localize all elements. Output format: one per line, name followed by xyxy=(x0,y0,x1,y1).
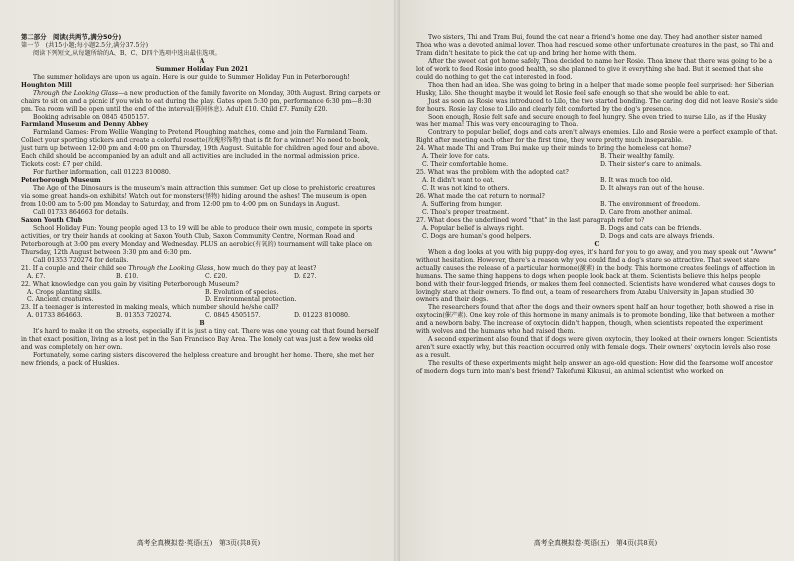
option: C. Thoa's proper treatment. xyxy=(422,208,510,216)
passage-paragraph: A second experiment also found that if dogs were given oxytocin, they looked at their owners longer. Scientists aren't sure exactly why, but this reaction occurred only with female dogs. Their owners' oxytocin levels also rose as a result. xyxy=(416,336,778,360)
passage-paragraph: Fortunately, some caring sisters discovered the helpless creature and brought her home. There, she met her new friends, a pack of Huskies. xyxy=(21,352,375,368)
passage-paragraph: When a dog looks at you with big puppy-dog eyes, it's hard for you to go away, and you may speak out "Awww" without hesitation. However, there's a reason why you could find a dog's stare so attractive. That sweet stare actually causes the release of a particular hormone(激素) in the body. This hormone creates feelings of affection in humans. The same thing happens to dogs when people look back at them. Scientists believe this helps people bond with their four-legged friends, or makes them feel connected. Scientists have wondered what causes dogs to lovingly stare at their owners. To find out, a team of researchers from Azabu University in Japan studied 30 owners and their dogs. xyxy=(416,248,777,304)
question-stem-text: 21. If a couple and their child see xyxy=(21,264,129,272)
option: B. It was much too old. xyxy=(600,177,673,185)
passage-paragraph: After the sweet cat got home safely, Thoa decided to name her Rosie. Thoa knew that there was going to be a lot of work to feed Rosie into good health, so she planned to give it everything she had. But it seemed that she could do nothing to get the cat interested in food. xyxy=(416,57,773,81)
venue-contact: For further information, call 01223 810080. xyxy=(33,169,171,177)
option: A. Their love for cats. xyxy=(422,153,490,161)
venue-body: School Holiday Fun: Young people aged 13 to 19 will be able to produce their own music, compete in sports activities, or try their hands at cooking at Saxon Youth Club, Saxon Community Centre, Norman Road and Peterborough at 3:00 pm every Monday and Wednesday. PLUS an aerobic(有氧的) tournament will take place on Thursday, 12th August between 3:30 pm and 6:30 pm. xyxy=(21,224,373,256)
question-options xyxy=(21,273,383,281)
option: D. Care from another animal. xyxy=(600,208,693,216)
venue-body: The Age of the Dinosaurs is the museum's main attraction this summer. Get up close to prehistoric creatures via some great hands-on exhibits! Watch out for monsters(怪物) hiding around the ashes! The museum is open from 10:00 am to 5:00 pm Monday to Saturday, and from 12:00 pm to 4:00 pm on Sundays in August. xyxy=(21,185,376,209)
passage-a-intro: The summer holidays are upon us again. Here is our guide to Summer Holiday Fun in Peterborough! xyxy=(33,73,350,81)
option: C. Their comfortable home. xyxy=(422,161,509,169)
instruction: 阅读下列短文,从每题所给的A、B、C、D四个选项中选出最佳选项。 xyxy=(33,49,221,57)
venue-name: Saxon Youth Club xyxy=(21,216,83,224)
play-title: Through the Looking Glass xyxy=(33,89,118,97)
option: C. £20. xyxy=(205,272,228,280)
page-footer: 高考全真模拟卷·英语(五) 第4页(共8页) xyxy=(533,539,658,547)
option: A. It didn't want to eat. xyxy=(422,177,495,185)
option: B. 01353 720274. xyxy=(116,312,172,320)
option: D. It always ran out of the house. xyxy=(600,185,705,193)
option: A. Popular belief is always right. xyxy=(422,224,524,232)
question-options xyxy=(416,201,778,217)
section-title: 第二部分 阅读(共两节,满分50分) xyxy=(21,33,122,41)
passage-a-letter: A xyxy=(199,57,205,65)
passage-b-letter: B xyxy=(199,320,205,328)
passage-paragraph: Contrary to popular belief, dogs and cats aren't always enemies. Lilo and Rosie were a perfect example of that. Right after meeting each other for the first time, they were pretty much inseparable. xyxy=(416,129,778,145)
question-stem: 25. What was the problem with the adopted cat? xyxy=(416,169,569,177)
option: C. 0845 4505157. xyxy=(205,312,261,320)
passage-paragraph: It's hard to make it on the streets, especially if it is just a tiny cat. There was one young cat that found herself in that exact position, living as a lost pet in the San Francisco Bay Area. The lonely cat was just a few weeks old and was completely on her own. xyxy=(21,328,379,352)
venue-name: Peterborough Museum xyxy=(21,177,101,185)
option: C. Ancient creatures. xyxy=(27,296,94,304)
passage-paragraph: The researchers found that after the dogs and their owners spent half an hour together, both showed a rise in oxytocin(催产素). One key role of this hormone in many animals is to promote bonding, like that between a mother and a newborn baby. The increase of oxytocin didn't happen, though, when scientists repeated the experiment with wolves and the humans who had raised them. xyxy=(416,304,775,336)
option: B. Their wealthy family. xyxy=(600,153,675,161)
play-title: Through the Looking Glass xyxy=(128,264,214,272)
option: B. Dogs and cats can be friends. xyxy=(600,224,702,232)
question-stem: 27. What does the underlined word "that" in the last paragraph refer to? xyxy=(416,216,645,224)
question-stem xyxy=(21,265,383,273)
question-stem: 26. What made the cat return to normal? xyxy=(416,193,545,201)
option: A. £7. xyxy=(27,272,46,280)
option: B. The environment of freedom. xyxy=(600,201,701,209)
passage-paragraph: Just as soon as Rosie was introduced to Lilo, the two started bonding. The caring dog did not leave Rosie's side for hours. Rosie lay close to Lilo and clearly felt comforted by the dog's presence. xyxy=(416,97,778,113)
option: A. Suffering from hunger. xyxy=(422,201,503,209)
question-stem: 22. What knowledge can you gain by visiting Peterborough Museum? xyxy=(21,280,239,288)
option: D. Environmental protection. xyxy=(205,296,297,304)
right-page xyxy=(397,0,794,561)
left-column xyxy=(21,34,383,368)
right-column xyxy=(416,34,778,376)
option: A. Crops planting skills. xyxy=(27,288,102,296)
venue-description xyxy=(21,90,383,114)
question-stem: 23. If a teenager is interested in making meals, which number should he/she call? xyxy=(21,304,279,312)
passage-paragraph: The results of these experiments might help answer an age-old question: How did the fearsome wolf ancestor of modern dogs turn into man's best friend? Takefumi Kikusui, an animal scientist who worked on xyxy=(416,360,773,376)
question-stem-text: , how much do they pay at least? xyxy=(213,264,317,272)
venue-body: Farmland Games: From Wellie Wanging to Pretend Ploughing matches, come and join the Farmland Team. Collect your sporting stickers and create a colorful rosette(玫瑰形饰物) that is fit for a winner! No need to book, just turn up between 12:00 pm and 4:00 pm on Thursday, 19th August. Suitable for children aged four and above. Each child should be accompanied by an adult and all activities are included in the normal admission price. Tickets cost: £7 per child. xyxy=(21,129,379,169)
venue-name: Houghton Mill xyxy=(21,81,72,89)
option: D. Dogs and cats are always friends. xyxy=(600,232,715,240)
passage-c-letter: C xyxy=(594,240,600,248)
option: B. £10. xyxy=(116,272,139,280)
passage-paragraph: Soon enough, Rosie felt safe and secure enough to feel hungry. She even tried to nurse Lilo, as if the Husky was her mama! This was very encouraging to Thoa. xyxy=(416,113,767,129)
page-footer: 高考全真模拟卷·英语(五) 第3页(共8页) xyxy=(136,539,261,547)
option: A. 01733 864663. xyxy=(27,312,83,320)
question-options xyxy=(21,289,383,305)
question-options xyxy=(416,177,778,193)
option: B. Evolution of species. xyxy=(205,288,279,296)
option: C. It was not kind to others. xyxy=(422,185,510,193)
option: D. 01223 810080. xyxy=(294,312,350,320)
venue-contact: Call 01353 720274 for details. xyxy=(33,256,129,264)
passage-paragraph: Thoa then had an idea. She was going to bring in a helper that made some people feel surprised: her Siberian Husky, Lilo. She thought maybe it would let Rosie feel safe enough so that she would be able to eat. xyxy=(416,81,774,97)
option: D. Their sister's care to animals. xyxy=(600,161,702,169)
option: D. £27. xyxy=(294,272,317,280)
venue-body: —a new production of the family favorite on Monday, 30th August. Bring carpets or chairs to sit on and a picnic if you wish to eat during the play. Gates open 5:30 pm, performance 6:30 pm—8:30 pm. Tea room will be open until the end of the interval(幕间休息). Adult £10. Child £7. Family £20. xyxy=(21,89,381,113)
question-stem: 24. What made Thi and Tram Bui make up their minds to bring the homeless cat home? xyxy=(416,145,692,153)
passage-paragraph: Two sisters, Thi and Tram Bui, found the cat near a friend's home one day. They had another sister named Thoa who was a devoted animal lover. Thoa had rescued some other unfortunate creatures in the past, so Thi and Tram didn't hesitate to pick the cat up and bring her home with them. xyxy=(416,34,774,57)
page-fold-shadow xyxy=(394,0,400,561)
venue-name: Farmland Museum and Denny Abbey xyxy=(21,121,149,129)
passage-a-title: Summer Holiday Fun 2021 xyxy=(155,65,249,73)
venue-contact: Booking advisable on 0845 4505157. xyxy=(33,113,150,121)
part-title: 第一节 (共15小题;每小题2.5分,满分37.5分) xyxy=(21,41,148,49)
question-options xyxy=(416,153,778,169)
venue-contact: Call 01733 864663 for details. xyxy=(33,208,129,216)
question-options xyxy=(416,225,778,241)
option: C. Dogs are human's good helpers. xyxy=(422,232,532,240)
question-options xyxy=(21,312,383,320)
